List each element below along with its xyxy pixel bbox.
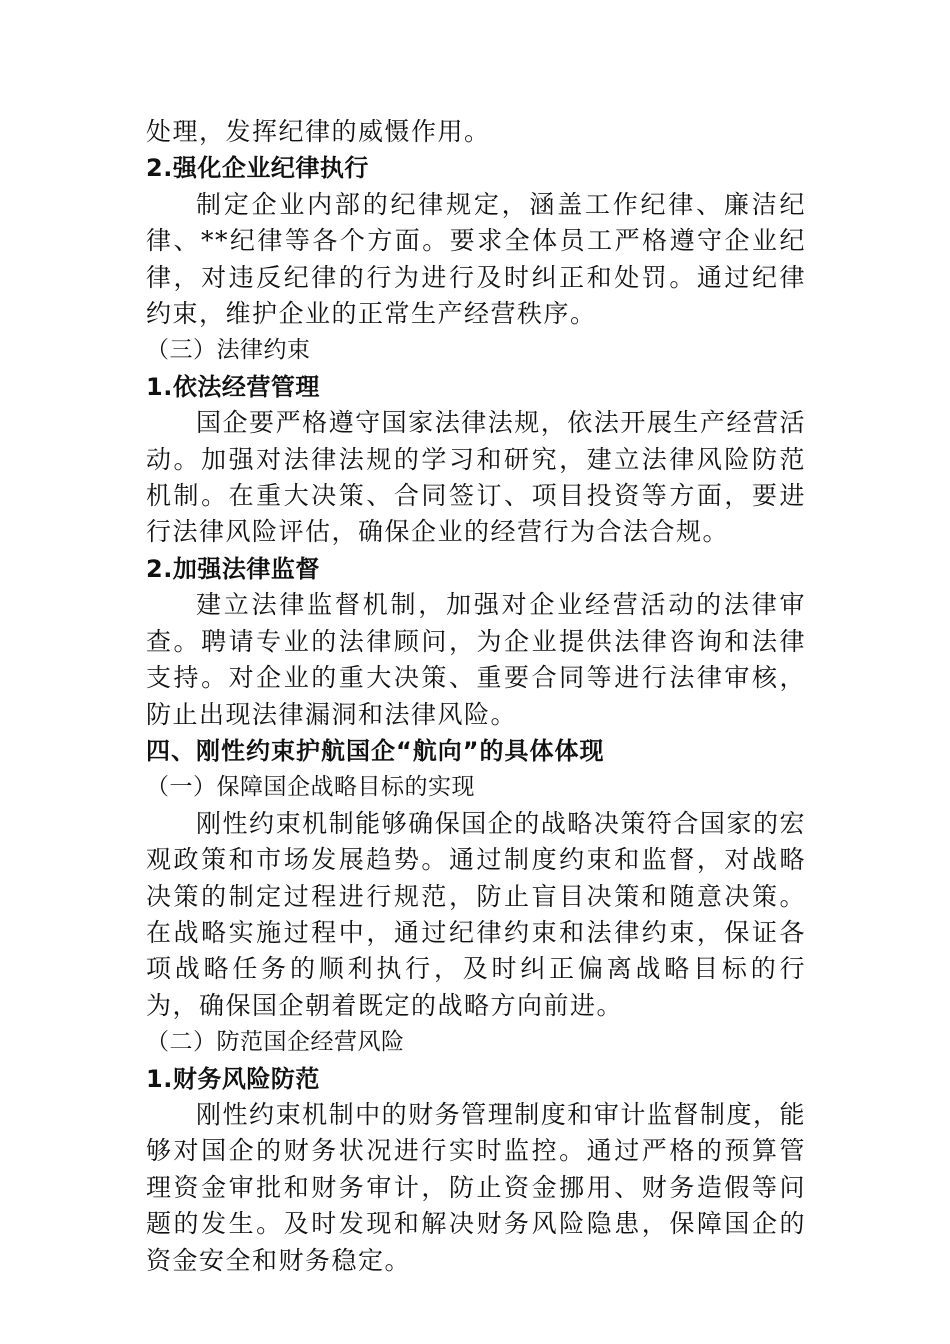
subsection-heading-operating-risk: （二）防范国企经营风险 <box>146 1029 405 1056</box>
paragraph: 刚性约束机制能够确保国企的战略决策符合国家的宏观政策和市场发展趋势。通过制度约束和监督，对战略决策的制定过程进行规范，防止盲目决策和随意决策。在战略实施过程中，通过纪律约束和法律约束，保证各项战略任务的顺利执行，及时纠正偏离战略目标的行为，确保国企朝着既定的战略方向前进。 <box>146 808 806 1020</box>
section-heading-legal-supervision: 2.加强法律监督 <box>146 554 320 583</box>
paragraph: 制定企业内部的纪律规定，涵盖工作纪律、廉洁纪律、**纪律等各个方面。要求全体员工严格遵守企业纪律，对违反纪律的行为进行及时纠正和处罚。通过纪律约束，维护企业的正常生产经营秩序。 <box>146 189 806 329</box>
paragraph-continued: 处理，发挥纪律的威慑作用。 <box>146 117 491 146</box>
section-heading-discipline-execution: 2.强化企业纪律执行 <box>146 154 369 183</box>
subsection-heading-legal-constraint: （三）法律约束 <box>146 337 311 364</box>
section-heading-financial-risk: 1.财务风险防范 <box>146 1064 320 1093</box>
section-heading-lawful-operation: 1.依法经营管理 <box>146 372 320 401</box>
paragraph: 建立法律监督机制，加强对企业经营活动的法律审查。聘请专业的法律顾问，为企业提供法律咨询和法律支持。对企业的重大决策、重要合同等进行法律审核，防止出现法律漏洞和法律风险。 <box>146 590 806 729</box>
subsection-heading-strategic-goals: （一）保障国企战略目标的实现 <box>146 774 475 801</box>
document-body <box>146 114 806 1279</box>
chapter-heading-four: 四、刚性约束护航国企“航向”的具体体现 <box>146 736 605 765</box>
paragraph: 刚性约束机制中的财务管理制度和审计监督制度，能够对国企的财务状况进行实时监控。通过严格的预算管理资金审批和财务审计，防止资金挪用、财务造假等问题的发生。及时发现和解决财务风险隐患，保障国企的资金安全和财务稳定。 <box>146 1099 806 1275</box>
paragraph: 国企要严格遵守国家法律法规，依法开展生产经营活动。加强对法律法规的学习和研究，建立法律风险防范机制。在重大决策、合同签订、项目投资等方面，要进行法律风险评估，确保企业的经营行为合法合规。 <box>146 408 806 547</box>
